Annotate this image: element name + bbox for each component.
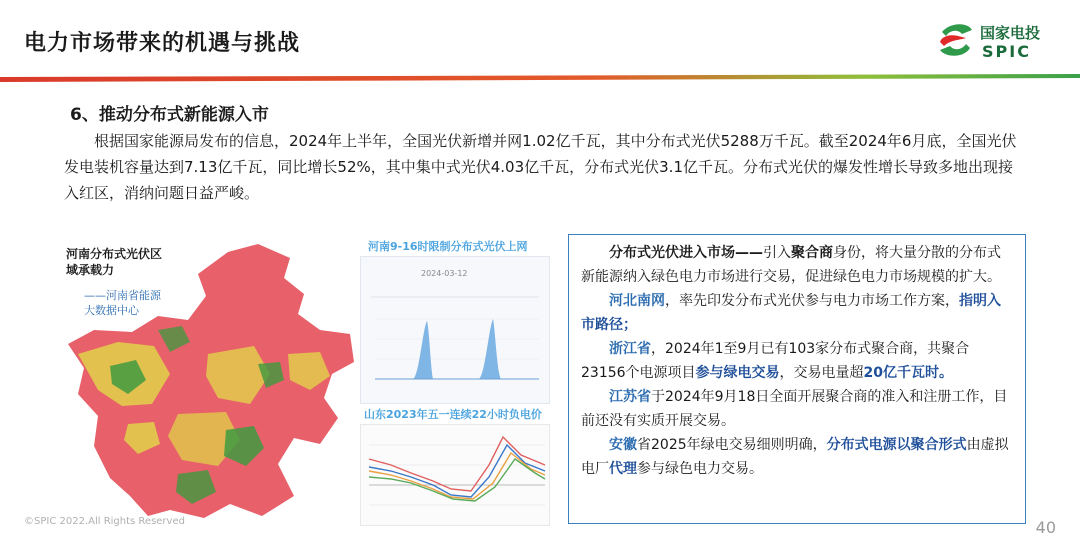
panel-lead xyxy=(581,241,1011,289)
anhui-label: 安徽 xyxy=(609,437,637,453)
panel-lead-title: 分布式光伏进入市场—— xyxy=(609,245,763,261)
zhejiang-highlight-2: 20亿千瓦时。 xyxy=(863,365,954,381)
hebei-text: ，率先印发分布式光伏参与电力市场工作方案， xyxy=(665,293,959,309)
panel-zhejiang xyxy=(581,337,1011,385)
anhui-text-3: 参与绿色电力交易。 xyxy=(637,461,763,477)
panel-jiangsu xyxy=(581,385,1011,433)
jiangsu-label: 江苏省 xyxy=(609,389,651,405)
panel-anhui xyxy=(581,433,1011,481)
spic-logo-icon xyxy=(936,20,976,60)
logo-english-name: SPIC xyxy=(982,42,1031,61)
panel-lead-text: 引入 xyxy=(763,245,791,261)
anhui-highlight-2: 代理 xyxy=(609,461,637,477)
henan-chart-title: 河南9-16时限制分布式光伏上网 xyxy=(368,240,528,253)
map-source-note: ——河南省能源大数据中心 xyxy=(84,289,161,317)
henan-chart-plot xyxy=(361,257,549,403)
intro-paragraph: 根据国家能源局发布的信息，2024年上半年，全国光伏新增并网1.02亿千瓦，其中分布式光伏5288万千瓦。截至2024年6月底，全国光伏发电装机容量达到7.13亿千瓦，同比增长52%，其中集中式光伏4.03亿千瓦，分布式光伏3.1亿千瓦。分布式光伏的爆发性增长导致多地出现接入红区，消纳问题日益严峻。 xyxy=(64,132,1017,202)
shandong-chart-plot xyxy=(361,425,549,525)
jiangsu-text: 于2024年9月18日全面开展聚合商的准入和注册工作，目前还没有实质开展交易。 xyxy=(581,389,1008,429)
map-title: 河南分布式光伏区域承载力 xyxy=(66,247,163,277)
copyright: ©SPIC 2022.All Rights Reserved xyxy=(24,516,185,527)
panel-lead-keyword: 聚合商 xyxy=(791,245,833,261)
henan-chart-date: 2024-03-12 xyxy=(421,269,468,278)
section-title: 6、推动分布式新能源入市 xyxy=(70,105,269,125)
page-number: 40 xyxy=(1035,518,1056,537)
logo-chinese-name: 国家电投 xyxy=(980,24,1041,42)
spic-logo xyxy=(936,16,1046,68)
header-rule xyxy=(0,74,1080,82)
market-entry-panel xyxy=(568,234,1026,524)
anhui-text-2: 由虚拟电厂 xyxy=(581,437,1009,477)
shandong-price-chart xyxy=(360,424,550,526)
anhui-text: 省2025年绿电交易细则明确， xyxy=(637,437,827,453)
zhejiang-highlight-1: 参与绿电交易 xyxy=(695,365,780,381)
hebei-highlight: 指明入市路径； xyxy=(581,293,1001,333)
henan-pv-chart xyxy=(360,256,550,404)
zhejiang-label: 浙江省 xyxy=(609,341,651,357)
hebei-label: 河北南网 xyxy=(609,293,665,309)
zhejiang-text-2: ，交易电量超 xyxy=(779,365,864,381)
page-title: 电力市场带来的机遇与挑战 xyxy=(24,31,301,56)
zhejiang-text: ，2024年1至9月已有103家分布式聚合商，共聚合23156个电源项目 xyxy=(581,341,970,381)
panel-hebei xyxy=(581,289,1011,337)
anhui-highlight-1: 分布式电源以聚合形式 xyxy=(826,437,967,453)
panel-lead-text-2: 身份，将大量分散的分布式新能源纳入绿色电力市场进行交易，促进绿色电力市场规模的扩大。 xyxy=(581,245,1001,285)
shandong-chart-title: 山东2023年五一连续22小时负电价 xyxy=(364,408,542,421)
